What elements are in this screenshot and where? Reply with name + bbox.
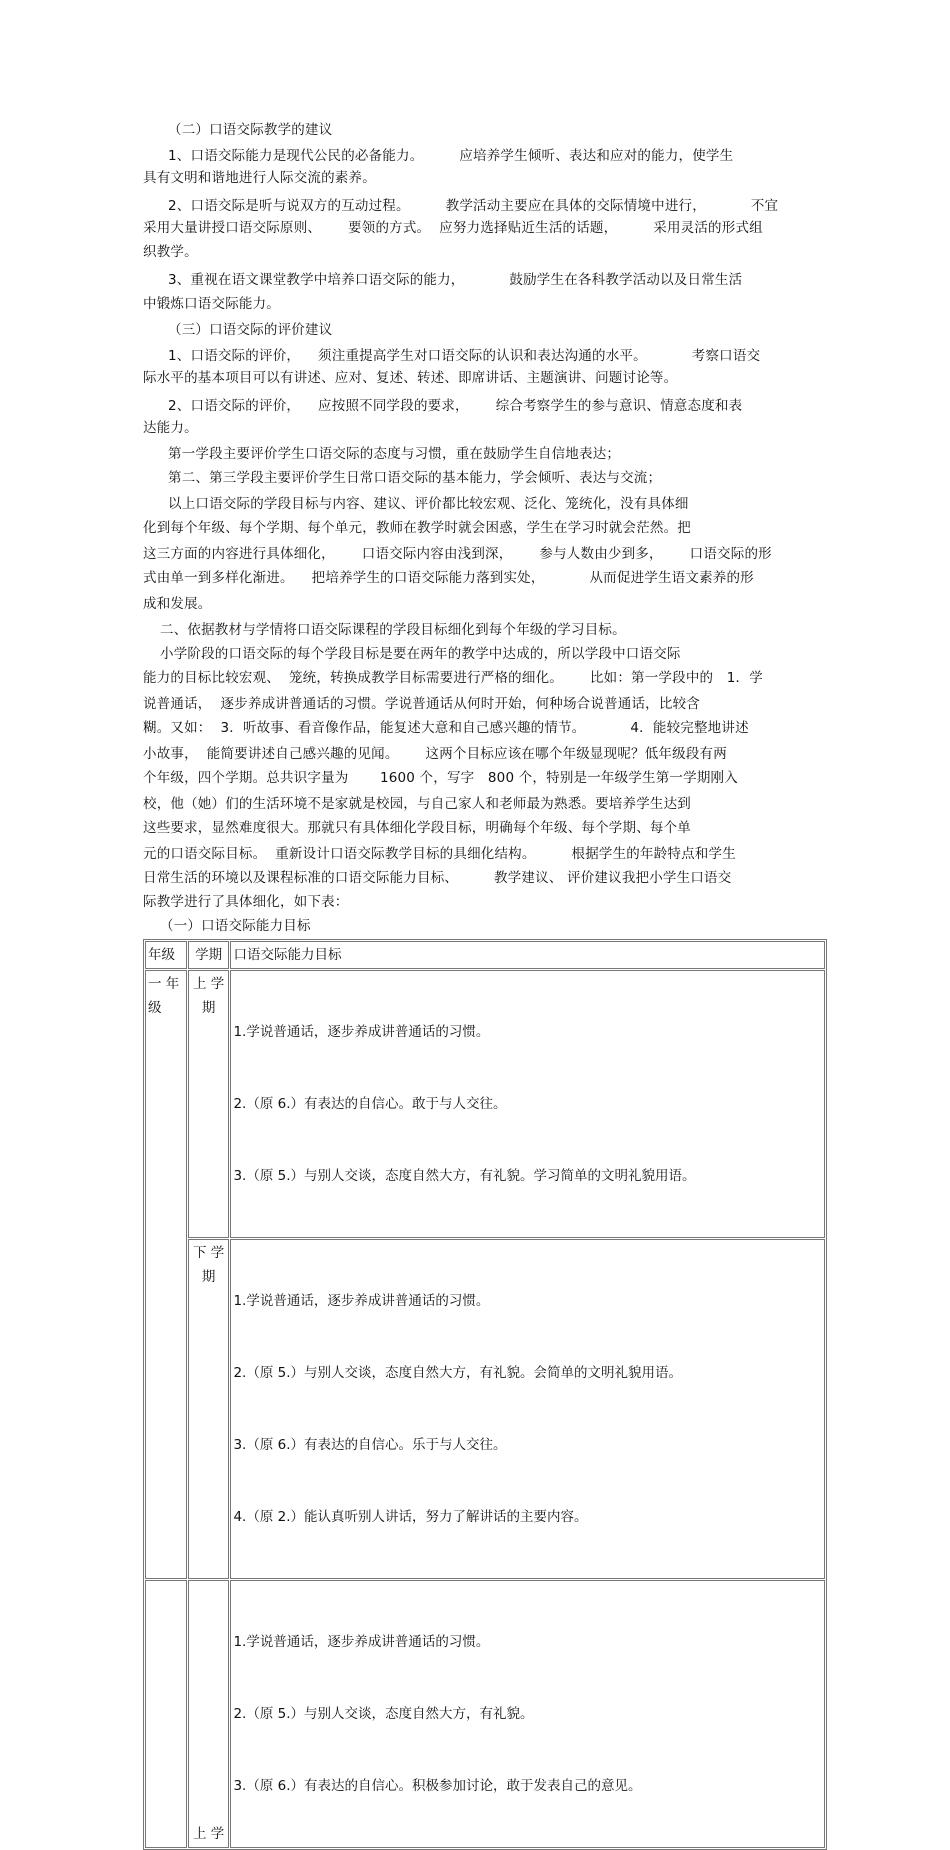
- paragraph-line: 织教学。: [143, 244, 198, 260]
- paragraph-line: 小故事， 能简要讲述自己感兴趣的见闻。 这两个目标应该在哪个年级显现呢？低年级段有两: [143, 746, 727, 762]
- paragraph-line: 3、重视在语文课堂教学中培养口语交际的能力， 鼓励学生在各科教学活动以及日常生活: [168, 272, 743, 288]
- paragraph-line: 成和发展。: [143, 596, 212, 612]
- table-header-row: [145, 941, 825, 969]
- paragraph-line: 第一学段主要评价学生口语交际的态度与习惯，重在鼓励学生自信地表达；: [168, 446, 621, 462]
- paragraph-line: 第二、第三学段主要评价学生日常口语交际的基本能力，学会倾听、表达与交流；: [168, 470, 662, 486]
- section-heading-suggestions: （二）口语交际教学的建议: [168, 122, 333, 138]
- goal-item: 3.（原 5.）与别人交谈，态度自然大方，有礼貌。学习简单的文明礼貌用语。: [233, 1168, 696, 1184]
- paragraph-line: 以上口语交际的学段目标与内容、建议、评价都比较宏观、泛化、笼统化，没有具体细: [168, 496, 689, 512]
- paragraph-line: 式由单一到多样化渐进。 把培养学生的口语交际能力落到实处， 从而促进学生语文素养的形: [143, 570, 754, 586]
- paragraph-line: 具有文明和谐地进行人际交流的素养。: [143, 170, 376, 186]
- paragraph-line: 际教学进行了具体细化，如下表：: [143, 894, 349, 910]
- paragraph-line: 2、口语交际的评价， 应按照不同学段的要求， 综合考察学生的参与意识、情意态度和表: [168, 398, 743, 414]
- table-row: [145, 1239, 825, 1579]
- table-row: [145, 1580, 825, 1848]
- paragraph-line: 小学阶段的口语交际的每个学段目标是要在两年的教学中达成的，所以学段中口语交际: [160, 646, 681, 662]
- paragraph-line: 中锻炼口语交际能力。: [143, 296, 280, 312]
- grade-cell: 一 年 级: [145, 970, 187, 1579]
- header-goal: 口语交际能力目标: [230, 941, 825, 969]
- paragraph-line: 校，他（她）们的生活环境不是家就是校园，与自己家人和老师最为熟悉。要培养学生达到: [143, 796, 691, 812]
- goal-item: 3.（原 6.）有表达的自信心。积极参加讨论，敢于发表自己的意见。: [233, 1778, 642, 1794]
- goal-item: 1.学说普通话，逐步养成讲普通话的习惯。: [233, 1634, 490, 1650]
- goal-item: 1.学说普通话，逐步养成讲普通话的习惯。: [233, 1024, 490, 1040]
- paragraph-line: 2、口语交际是听与说双方的互动过程。 教学活动主要应在具体的交际情境中进行， 不宜: [168, 198, 779, 214]
- goal-cell: [230, 970, 825, 1238]
- goal-cell: [230, 1580, 825, 1848]
- paragraph-line: 达能力。: [143, 420, 198, 436]
- section-heading-refine: 二、依据教材与学情将口语交际课程的学段目标细化到每个年级的学习目标。: [160, 622, 626, 638]
- goal-item: 2.（原 6.）有表达的自信心。敢于与人交往。: [233, 1096, 507, 1112]
- paragraph-line: 这些要求，显然难度很大。那就只有具体细化学段目标，明确每个年级、每个学期、每个单: [143, 820, 691, 836]
- goal-item: 2.（原 5.）与别人交谈，态度自然大方，有礼貌。: [233, 1706, 534, 1722]
- goal-cell: [230, 1239, 825, 1579]
- paragraph-line: 个年级，四个学期。总共识字量为 1600 个，写字 800 个，特别是一年级学生第一学期刚入: [143, 770, 738, 786]
- section-heading-evaluation: （三）口语交际的评价建议: [168, 322, 333, 338]
- paragraph-line: 元的口语交际目标。 重新设计口语交际教学目标的具细化结构。 根据学生的年龄特点和学生: [143, 846, 736, 862]
- ability-goals-table: [143, 939, 827, 1850]
- goal-item: 4.（原 2.）能认真听别人讲话，努力了解讲话的主要内容。: [233, 1509, 588, 1525]
- paragraph-line: 日常生活的环境以及课程标准的口语交际能力目标、 教学建议、 评价建议我把小学生口语交: [143, 870, 732, 886]
- table-caption: （一）口语交际能力目标: [160, 918, 311, 934]
- paragraph-line: 1、口语交际能力是现代公民的必备能力。 应培养学生倾听、表达和应对的能力，使学生: [168, 148, 734, 164]
- paragraph-line: 糊。又如： 3．听故事、看音像作品，能复述大意和自己感兴趣的情节。 4．能较完整地讲述: [143, 720, 749, 736]
- grade-cell-empty: [145, 1580, 187, 1848]
- paragraph-line: 采用大量讲授口语交际原则、 要领的方式。 应努力选择贴近生活的话题， 采用灵活的形式组: [143, 220, 763, 236]
- paragraph-line: 际水平的基本项目可以有讲述、应对、复述、转述、即席讲话、主题演讲、问题讨论等。: [143, 370, 678, 386]
- term-cell: 上 学: [188, 1580, 230, 1848]
- paragraph-line: 这三方面的内容进行具体细化， 口语交际内容由浅到深， 参与人数由少到多， 口语交际的形: [143, 546, 772, 562]
- goal-item: 3.（原 6.）有表达的自信心。乐于与人交往。: [233, 1437, 507, 1453]
- table-row: [145, 970, 825, 1238]
- paragraph-line: 能力的目标比较宏观、 笼统，转换成教学目标需要进行严格的细化。 比如：第一学段中的 1．学: [143, 670, 763, 686]
- paragraph-line: 化到每个年级、每个学期、每个单元，教师在教学时就会困惑，学生在学习时就会茫然。把: [143, 520, 691, 536]
- term-cell: 上 学 期: [188, 970, 230, 1238]
- goal-item: 2.（原 5.）与别人交谈，态度自然大方，有礼貌。会简单的文明礼貌用语。: [233, 1365, 683, 1381]
- paragraph-line: 说普通话， 逐步养成讲普通话的习惯。学说普通话从何时开始，何种场合说普通话，比较含: [143, 696, 700, 712]
- paragraph-line: 1、口语交际的评价， 须注重提高学生对口语交际的认识和表达沟通的水平。 考察口语交: [168, 348, 761, 364]
- goal-item: 1.学说普通话，逐步养成讲普通话的习惯。: [233, 1293, 490, 1309]
- header-grade: 年级: [145, 941, 187, 969]
- header-term: 学期: [188, 941, 230, 969]
- term-cell: 下 学 期: [188, 1239, 230, 1579]
